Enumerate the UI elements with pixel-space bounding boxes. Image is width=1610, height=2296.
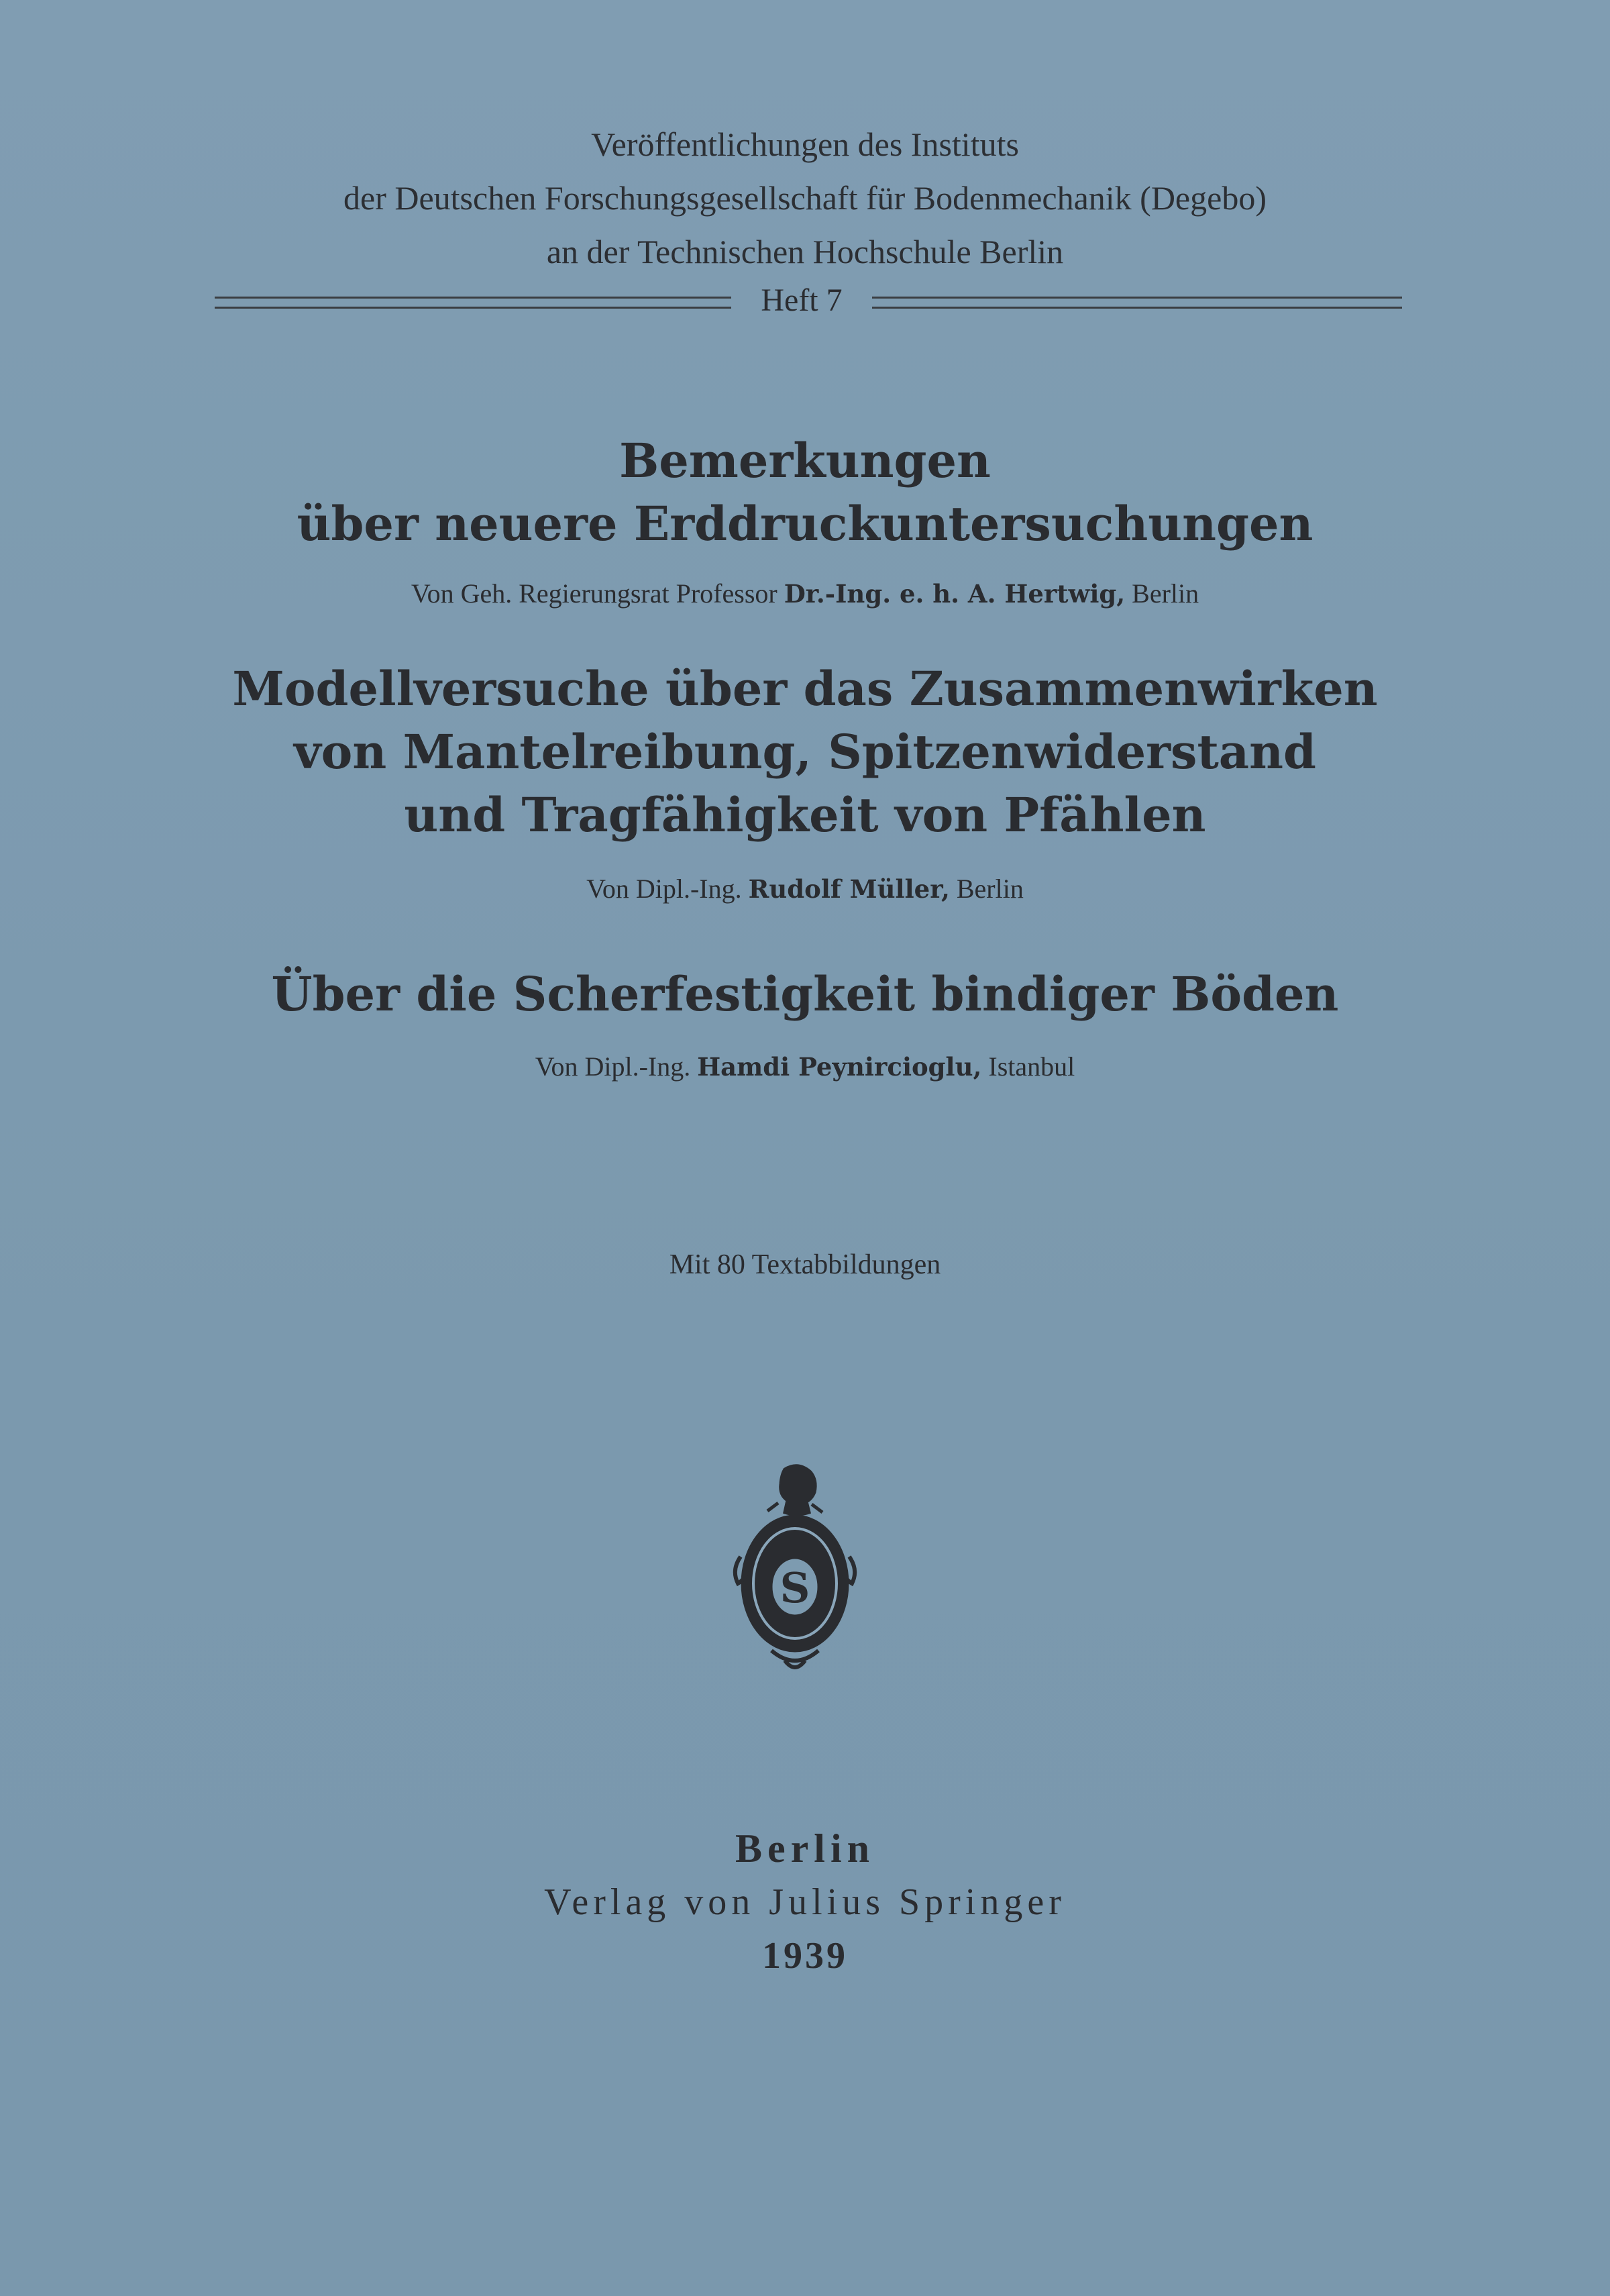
author-3 [0, 1050, 1610, 1084]
author-1-place: Berlin [1132, 578, 1199, 609]
title-3-line-1: Über die Scherfestigkeit bindiger Böden [271, 966, 1339, 1022]
series-line-1: Veröffentlichungen des Instituts [591, 125, 1019, 163]
author-1 [0, 577, 1610, 611]
issue-rule-row [215, 282, 1402, 322]
author-2-place: Berlin [956, 874, 1024, 904]
series-header [0, 117, 1610, 278]
imprint-year: 1939 [762, 1935, 848, 1977]
title-2-line-1: Modellversuche über das Zusammenwirken [232, 661, 1378, 717]
series-line-2: der Deutschen Forschungsgesellschaft für Bodenmechanik (Degebo) [343, 179, 1267, 217]
title-2-line-2: von Mantelreibung, Spitzenwiderstand [293, 724, 1316, 780]
title-2 [0, 658, 1610, 847]
author-1-prefix: Von Geh. Regierungsrat Professor [411, 578, 777, 609]
author-2-name: Rudolf Müller, [748, 874, 950, 904]
title-1 [0, 429, 1610, 556]
svg-text:S: S [780, 1563, 810, 1612]
author-3-name: Hamdi Peynircioglu, [697, 1052, 982, 1082]
issue-number: Heft 7 [761, 282, 843, 318]
double-rule-right [872, 297, 1402, 309]
series-line-3: an der Technischen Hochschule Berlin [546, 233, 1064, 270]
author-2 [0, 872, 1610, 906]
title-1-line-2: über neuere Erddruckuntersuchungen [297, 496, 1313, 552]
title-1-line-1: Bemerkungen [619, 433, 991, 488]
imprint-city: Berlin [735, 1826, 875, 1871]
author-3-place: Istanbul [988, 1051, 1075, 1082]
imprint-publisher: Verlag von Julius Springer [544, 1881, 1066, 1923]
author-3-prefix: Von Dipl.-Ing. [535, 1051, 691, 1082]
double-rule-left [215, 297, 731, 309]
illustrations-note: Mit 80 Textabbildungen [669, 1249, 941, 1280]
title-2-line-3: und Tragfähigkeit von Pfählen [404, 787, 1206, 843]
author-2-prefix: Von Dipl.-Ing. [586, 874, 742, 904]
springer-knight-logo-icon [731, 1456, 859, 1684]
title-3 [0, 963, 1610, 1026]
imprint [0, 1822, 1610, 1983]
author-1-name: Dr.-Ing. e. h. A. Hertwig, [784, 579, 1126, 609]
